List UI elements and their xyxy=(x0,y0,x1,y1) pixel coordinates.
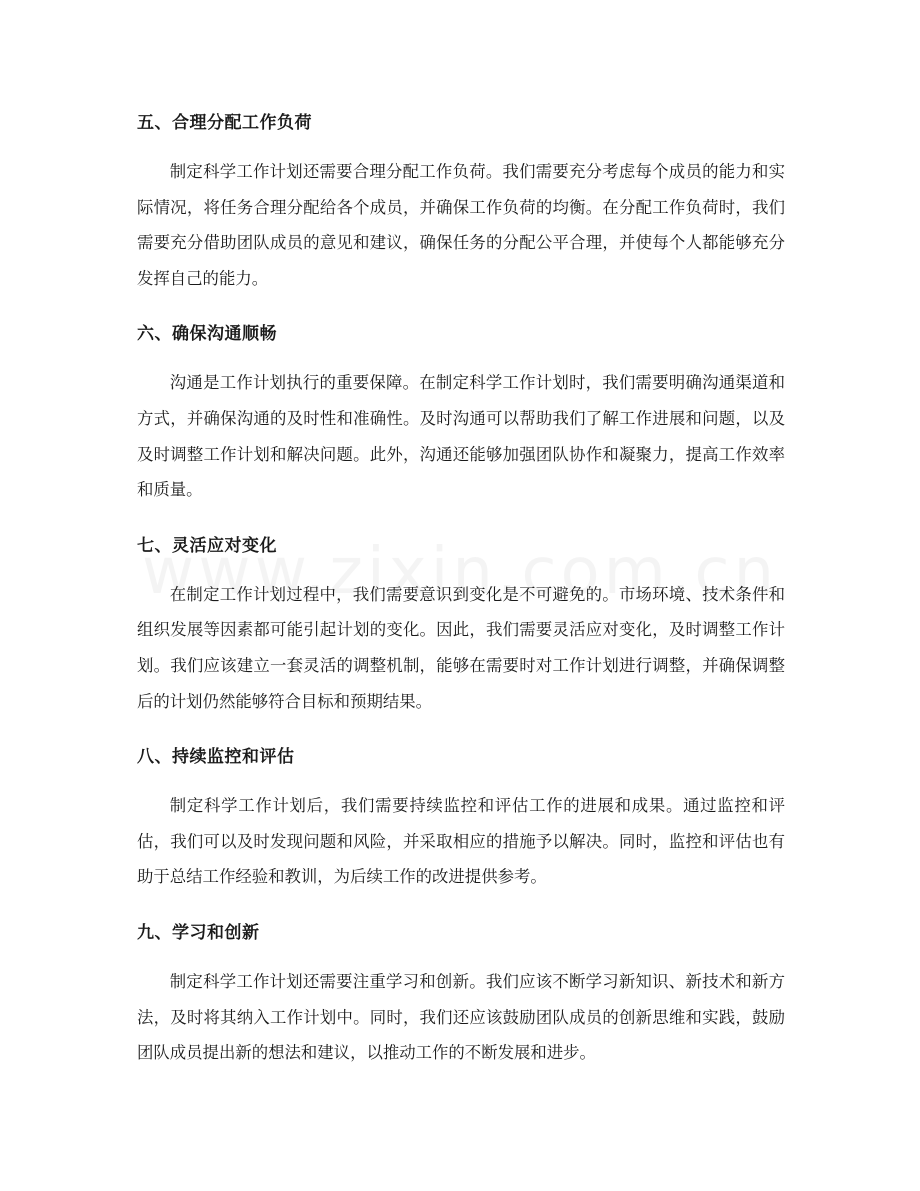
section-heading: 五、合理分配工作负荷 xyxy=(137,113,312,133)
section-7 xyxy=(137,528,785,719)
section-paragraph: 制定科学工作计划还需要合理分配工作负荷。我们需要充分考虑每个成员的能力和实际情况，将任务合理分配给各个成员，并确保工作负荷的均衡。在分配工作负荷时，我们需要充分借助团队成员的意见和建议，确保任务的分配公平合理，并使每个人都能够充分发挥自己的能力。 xyxy=(137,162,785,288)
section-paragraph: 在制定工作计划过程中，我们需要意识到变化是不可避免的。市场环境、技术条件和组织发展等因素都可能引起计划的变化。因此，我们需要灵活应对变化，及时调整工作计划。我们应该建立一套灵活的调整机制，能够在需要时对工作计划进行调整，并确保调整后的计划仍然能够符合目标和预期结果。 xyxy=(137,584,785,711)
section-9 xyxy=(137,915,785,1071)
section-6 xyxy=(137,316,785,507)
section-heading: 九、学习和创新 xyxy=(137,922,260,943)
section-heading: 七、灵活应对变化 xyxy=(137,535,277,556)
section-5 xyxy=(137,105,785,296)
section-8 xyxy=(137,739,785,895)
section-paragraph: 沟通是工作计划执行的重要保障。在制定科学工作计划时，我们需要明确沟通渠道和方式，并确保沟通的及时性和准确性。及时沟通可以帮助我们了解工作进展和问题，以及及时调整工作计划和解决问题。此外，沟通还能够加强团队协作和凝聚力，提高工作效率和质量。 xyxy=(137,373,785,500)
section-heading: 八、持续监控和评估 xyxy=(137,747,295,768)
document-content xyxy=(137,105,785,1091)
section-paragraph: 制定科学工作计划还需要注重学习和创新。我们应该不断学习新知识、新技术和新方法，及时将其纳入工作计划中。同时，我们还应该鼓励团队成员的创新思维和实践，鼓励团队成员提出新的想法和建议，以推动工作的不断发展和进步。 xyxy=(137,971,785,1063)
section-paragraph: 制定科学工作计划后，我们需要持续监控和评估工作的进展和成果。通过监控和评估，我们可以及时发现问题和风险，并采取相应的措施予以解决。同时，监控和评估也有助于总结工作经验和教训，为后续工作的改进提供参考。 xyxy=(137,796,785,887)
section-heading: 六、确保沟通顺畅 xyxy=(137,324,277,345)
